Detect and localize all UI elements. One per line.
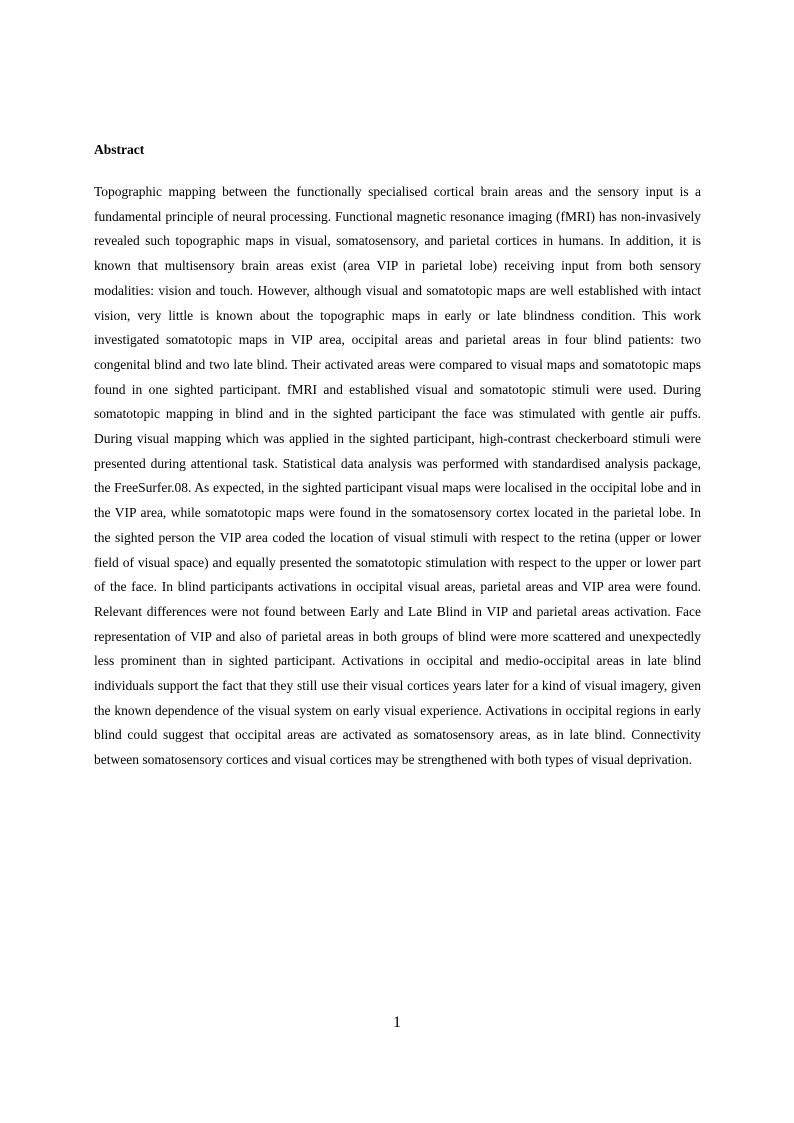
abstract-paragraph: Topographic mapping between the functionally specialised cortical brain areas and the sensory input is a fundamental principle of neural processing. Functional magnetic resonance imaging (fMRI) has non-invasively revealed such topographic maps in visual, somatosensory, and parietal cortices in humans. In addition, it is known that multisensory brain areas exist (area VIP in parietal lobe) receiving input from both sensory modalities: vision and touch. However, although visual and somatotopic maps are well established with intact vision, very little is known about the topographic maps in early or late blindness condition. This work investigated somatotopic maps in VIP area, occipital areas and parietal areas in four blind patients: two congenital blind and two late blind. Their activated areas were compared to visual maps and somatotopic maps found in one sighted participant. fMRI and established visual and somatotopic stimuli were used. During somatotopic mapping in blind and in the sighted participant the face was stimulated with gentle air puffs. During visual mapping which was applied in the sighted participant, high-contrast checkerboard stimuli were presented during attentional task. Statistical data analysis was performed with standardised analysis package, the FreeSurfer.08. As expected, in the sighted participant visual maps were localised in the occipital lobe and in the VIP area, while somatotopic maps were found in the somatosensory cortex located in the parietal lobe. In the sighted person the VIP area coded the location of visual stimuli with respect to the retina (upper or lower field of visual space) and equally presented the somatotopic stimulation with respect to the upper or lower part of the face. In blind participants activations in occipital visual areas, parietal areas and VIP area were found. Relevant differences were not found between Early and Late Blind in VIP and parietal areas activation. Face representation of VIP and also of parietal areas in both groups of blind were more scattered and unexpectedly less prominent than in sighted participant. Activations in occipital and medio-occipital areas in late blind individuals support the fact that they still use their visual cortices years later for a kind of visual imagery, given the known dependence of the visual system on early visual experience. Activations in occipital regions in early blind could suggest that occipital areas are activated as somatosensory areas, as in late blind. Connectivity between somatosensory cortices and visual cortices may be strengthened with both types of visual deprivation. xyxy=(94,184,701,768)
page-number: 1 xyxy=(393,1014,401,1031)
abstract-heading: Abstract xyxy=(94,142,145,157)
